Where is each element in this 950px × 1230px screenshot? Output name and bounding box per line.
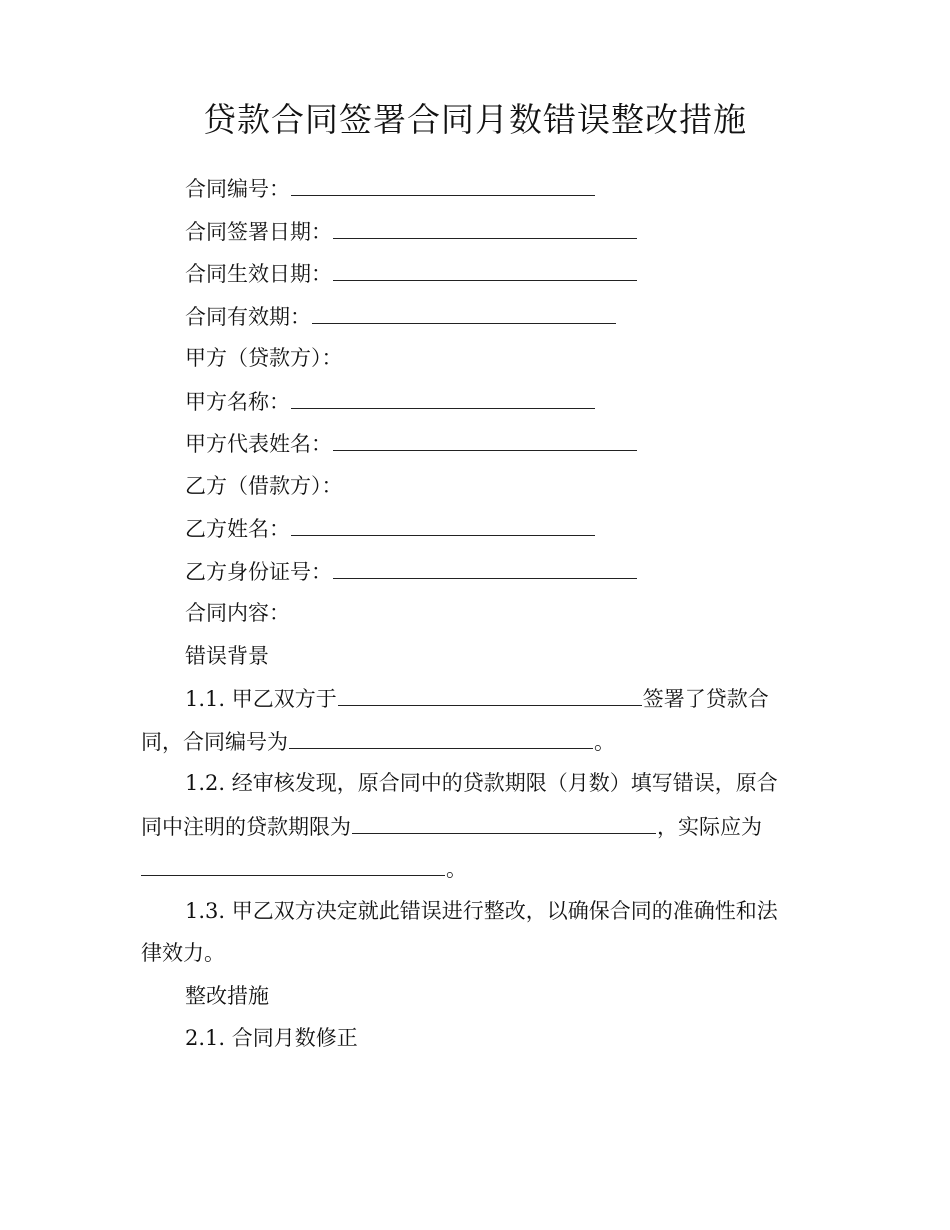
field-label: 乙方身份证号：	[185, 560, 332, 584]
field-label: 合同编号：	[185, 177, 290, 201]
field-party-b-id	[185, 556, 638, 587]
fill-in-blank[interactable]	[312, 301, 616, 324]
fill-in-blank[interactable]	[141, 853, 445, 876]
clause-1-1-line1	[185, 683, 769, 714]
field-party-a-name	[185, 386, 596, 417]
clause-text: 同，合同编号为	[141, 730, 288, 754]
clause-text: 签署了贷款合	[642, 687, 769, 711]
field-label: 甲方名称：	[185, 390, 290, 414]
fill-in-blank[interactable]	[289, 726, 593, 749]
fill-in-blank[interactable]	[291, 386, 595, 409]
contract-content-label: 合同内容：	[185, 601, 290, 625]
clause-1-3-line2: 律效力。	[141, 941, 225, 965]
field-effective-date	[185, 258, 638, 289]
field-label: 甲方代表姓名：	[185, 432, 332, 456]
clause-text: 。	[594, 730, 615, 754]
party-a-header: 甲方（贷款方）：	[185, 346, 343, 370]
fill-in-blank[interactable]	[291, 173, 595, 196]
clause-text: 同中注明的贷款期限为	[141, 815, 351, 839]
field-party-a-rep	[185, 428, 638, 459]
clause-1-2-line3	[141, 853, 467, 884]
clause-1-1-line2	[141, 726, 615, 757]
clause-text: 。	[446, 857, 467, 881]
field-party-b-name	[185, 513, 596, 544]
field-validity	[185, 301, 617, 332]
clause-2-1: 2.1. 合同月数修正	[185, 1026, 358, 1050]
section-heading-measures: 整改措施	[185, 984, 269, 1008]
clause-1-2-line1: 1.2. 经审核发现，原合同中的贷款期限（月数）填写错误，原合	[185, 771, 778, 795]
document-title: 贷款合同签署合同月数错误整改措施	[203, 100, 747, 139]
field-label: 合同签署日期：	[185, 220, 332, 244]
field-contract-no	[185, 173, 596, 204]
fill-in-blank[interactable]	[338, 683, 642, 706]
clause-text: 1.1. 甲乙双方于	[185, 687, 337, 711]
clause-1-3-line1: 1.3. 甲乙双方决定就此错误进行整改，以确保合同的准确性和法	[185, 899, 778, 923]
fill-in-blank[interactable]	[291, 513, 595, 536]
field-label: 合同生效日期：	[185, 262, 332, 286]
fill-in-blank[interactable]	[333, 258, 637, 281]
fill-in-blank[interactable]	[333, 428, 637, 451]
field-label: 乙方姓名：	[185, 517, 290, 541]
fill-in-blank[interactable]	[352, 811, 656, 834]
field-label: 合同有效期：	[185, 305, 311, 329]
clause-text: ，实际应为	[657, 815, 762, 839]
fill-in-blank[interactable]	[333, 216, 637, 239]
clause-1-2-line2	[141, 811, 762, 842]
fill-in-blank[interactable]	[333, 556, 637, 579]
section-heading-background: 错误背景	[185, 644, 269, 668]
party-b-header: 乙方（借款方）：	[185, 474, 343, 498]
field-sign-date	[185, 216, 638, 247]
